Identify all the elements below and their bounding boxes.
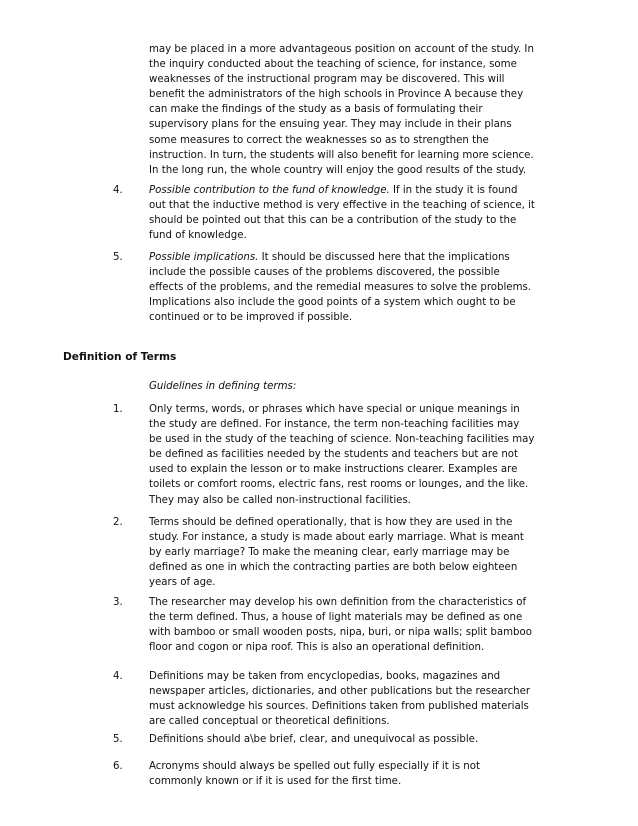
guideline-item-3	[113, 595, 535, 655]
item-text: If in the study it is found out that the inductive method is very effective in the teaching of science, it should be pointed out that this can be a contribution of the study to the fund of knowledge.	[149, 185, 535, 242]
item-number: 5.	[113, 252, 123, 263]
item-text: It should be discussed here that the implications include the possible causes of the problems discovered, the possible effects of the problems, and the remedial measures to solve the problems. Implications also include the good points of a system which ought to be continued or to be improved if possible.	[149, 252, 532, 324]
item-number: 2.	[113, 517, 123, 528]
item-paragraph	[149, 183, 535, 243]
significance-item-5	[113, 250, 535, 325]
item-number: 6.	[113, 761, 123, 772]
item-text: The researcher may develop his own definition from the characteristics of the term defined. Thus, a house of light materials may be defined as one with bamboo or small wooden posts, nipa, buri, or nipa walls; split bamboo floor and cogon or nipa roof. This is also an operational definition.	[149, 597, 532, 654]
item-number: 3.	[113, 597, 123, 608]
item-number: 4.	[113, 671, 123, 682]
item-paragraph	[149, 250, 535, 325]
item-number: 4.	[113, 185, 123, 196]
guideline-item-1	[113, 402, 535, 508]
item-number: 5.	[113, 734, 123, 745]
section-subheading: Guidelines in defining terms:	[149, 381, 297, 392]
guideline-item-6	[113, 759, 535, 789]
continuation-text: may be placed in a more advantageous position on account of the study. In the inquiry conducted about the teaching of science, for instance, some weaknesses of the instructional program may be discovered. This will benefit the administrators of the high schools in Province A because they can make the findings of the study as a basis of formulating their supervisory plans for the ensuing year. They may include in their plans some measures to correct the weaknesses so as to strengthen the instruction. In turn, the students will also benefit for learning more science. In the long run, the whole country will enjoy the good results of the study.	[149, 44, 534, 176]
guideline-item-5	[113, 732, 535, 747]
item-text: Acronyms should always be spelled out fully especially if it is not commonly known or if it is used for the first time.	[149, 761, 480, 788]
item-text: Terms should be defined operationally, that is how they are used in the study. For instance, a study is made about early marriage. What is meant by early marriage? To make the meaning clear, early marriage may be defined as one in which the contracting parties are both below eighteen years of age.	[149, 517, 524, 589]
section-heading: Definition of Terms	[63, 351, 177, 363]
item-number: 1.	[113, 404, 123, 415]
item-title: Possible implications.	[149, 252, 259, 263]
item-text: Definitions should a\be brief, clear, and unequivocal as possible.	[149, 734, 479, 745]
guideline-item-4	[113, 669, 535, 729]
item-title: Possible contribution to the fund of knowledge.	[149, 185, 390, 196]
guideline-item-2	[113, 515, 535, 590]
item-text: Only terms, words, or phrases which have special or unique meanings in the study are defined. For instance, the term non-teaching facilities may be used in the study of the teaching of science. Non-teaching facilities may be defined as facilities needed by the students and teachers but are not used to explain the lesson or to make instructions clearer. Examples are toilets or comfort rooms, electric fans, rest rooms or lounges, and the like. They may also be called non-instructional facilities.	[149, 404, 535, 506]
item-text: Definitions may be taken from encyclopedias, books, magazines and newspaper articles, dictionaries, and other publications but the researcher must acknowledge his sources. Definitions taken from published materials are called conceptual or theoretical definitions.	[149, 671, 531, 728]
continuation-paragraph	[149, 42, 535, 178]
significance-item-4	[113, 183, 535, 243]
